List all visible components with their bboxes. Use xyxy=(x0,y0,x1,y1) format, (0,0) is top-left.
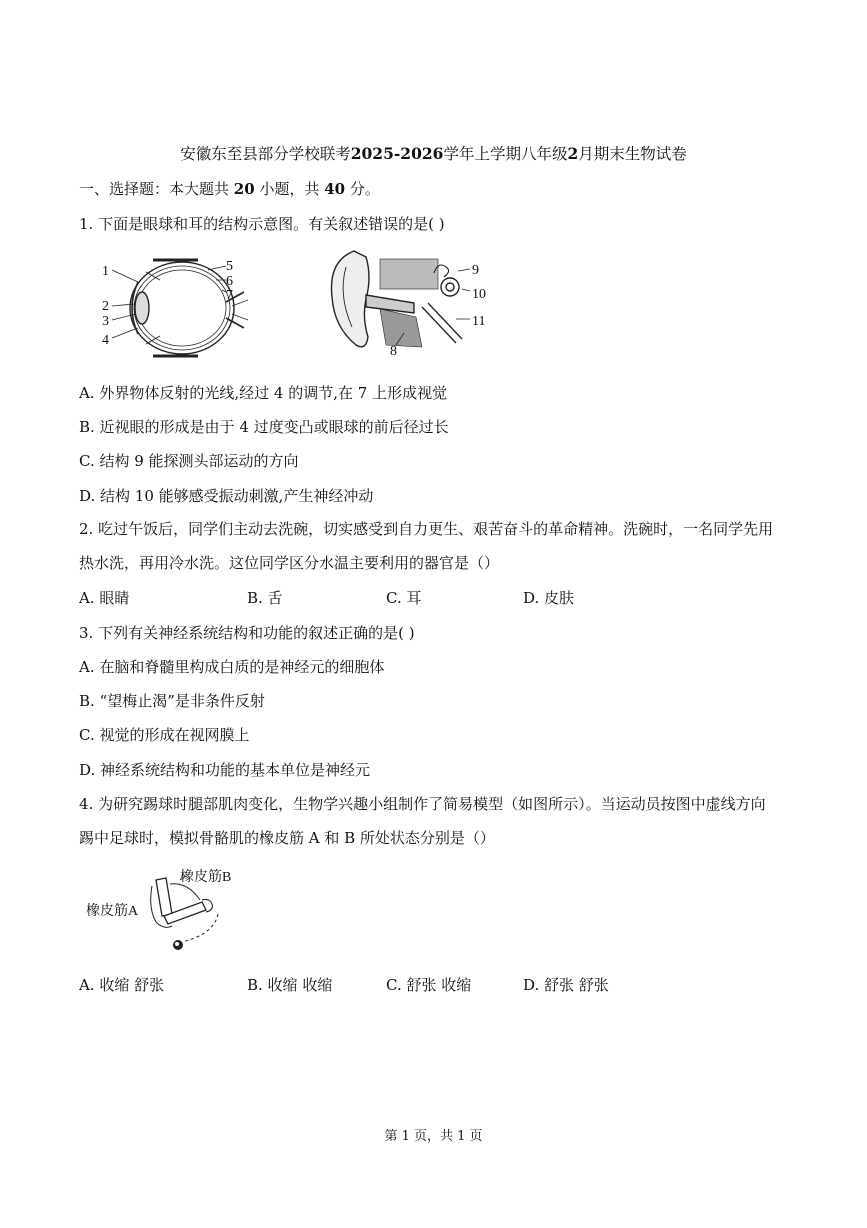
section-count: 20 xyxy=(233,180,255,198)
section-text: 小题，共 xyxy=(259,180,320,198)
q4-option-c: C. 舒张 收缩 xyxy=(386,976,472,994)
q2-option-d: D. 皮肤 xyxy=(523,589,575,607)
eye-label-6: 6 xyxy=(226,274,233,289)
ear-label-8: 8 xyxy=(390,344,397,359)
q1-option-b: B. 近视眼的形成是由于 4 过度变凸或眼球的前后径过长 xyxy=(79,418,449,436)
q4-option-a: A. 收缩 舒张 xyxy=(79,976,165,994)
eye-diagram xyxy=(98,252,248,364)
q2-option-a: A. 眼睛 xyxy=(79,589,130,607)
q1-option-d: D. 结构 10 能够感受振动刺激,产生神经冲动 xyxy=(79,487,374,505)
q4-option-d: D. 舒张 舒张 xyxy=(523,976,609,994)
leg-model-diagram xyxy=(84,864,244,956)
q2-option-c: C. 耳 xyxy=(386,589,422,607)
title-part: 安徽东至县部分学校联考 xyxy=(180,145,351,163)
ear-label-11: 11 xyxy=(472,314,486,329)
ear-label-9: 9 xyxy=(472,263,479,278)
eye-label-5: 5 xyxy=(226,259,233,274)
title-part: 学年上学期八年级 xyxy=(443,145,568,163)
label-rubber-band-a: 橡皮筋A xyxy=(86,904,139,919)
page-footer: 第 1 页，共 1 页 xyxy=(384,1129,483,1144)
title-year: 2025-2026 xyxy=(350,144,444,163)
ear-diagram xyxy=(326,247,498,359)
section-heading xyxy=(79,178,380,199)
question-4-stem-line1: 4. 为研究踢球时腿部肌肉变化，生物学兴趣小组制作了简易模型（如图所示）。当运动员按图中虚线方向 xyxy=(79,795,766,813)
q3-option-d: D. 神经系统结构和功能的基本单位是神经元 xyxy=(79,761,371,779)
eye-label-4: 4 xyxy=(102,333,109,348)
question-2-stem-line2: 热水洗，再用冷水洗。这位同学区分水温主要利用的器官是（） xyxy=(79,554,500,572)
q2-option-b: B. 舌 xyxy=(247,589,283,607)
q1-option-a: A. 外界物体反射的光线,经过 4 的调节,在 7 上形成视觉 xyxy=(79,384,448,402)
q4-option-b: B. 收缩 收缩 xyxy=(247,976,333,994)
eye-label-2: 2 xyxy=(102,299,109,314)
section-text: 分。 xyxy=(349,180,380,198)
page-title xyxy=(0,142,867,164)
eye-label-3: 3 xyxy=(102,314,109,329)
question-3-stem: 3. 下列有关神经系统结构和功能的叙述正确的是( ) xyxy=(79,624,415,642)
label-rubber-band-b: 橡皮筋B xyxy=(180,870,232,885)
eye-label-7: 7 xyxy=(226,288,233,303)
q3-option-b: B. “望梅止渴”是非条件反射 xyxy=(79,692,265,710)
q3-option-a: A. 在脑和脊髓里构成白质的是神经元的细胞体 xyxy=(79,658,385,676)
question-1-stem: 1. 下面是眼球和耳的结构示意图。有关叙述错误的是( ) xyxy=(79,215,445,233)
eye-label-1: 1 xyxy=(102,264,109,279)
question-2-stem-line1: 2. 吃过午饭后，同学们主动去洗碗，切实感受到自力更生、艰苦奋斗的革命精神。洗碗时，一名同学先用 xyxy=(79,520,774,538)
section-text: 一、选择题：本大题共 xyxy=(79,180,230,198)
ear-label-10: 10 xyxy=(472,287,486,302)
question-4-stem-line2: 踢中足球时，模拟骨骼肌的橡皮筋 A 和 B 所处状态分别是（） xyxy=(79,829,495,847)
title-part: 月期末生物试卷 xyxy=(578,145,687,163)
section-score: 40 xyxy=(324,180,346,198)
title-month: 2 xyxy=(567,144,579,163)
q1-option-c: C. 结构 9 能探测头部运动的方向 xyxy=(79,452,299,470)
q3-option-c: C. 视觉的形成在视网膜上 xyxy=(79,726,250,744)
